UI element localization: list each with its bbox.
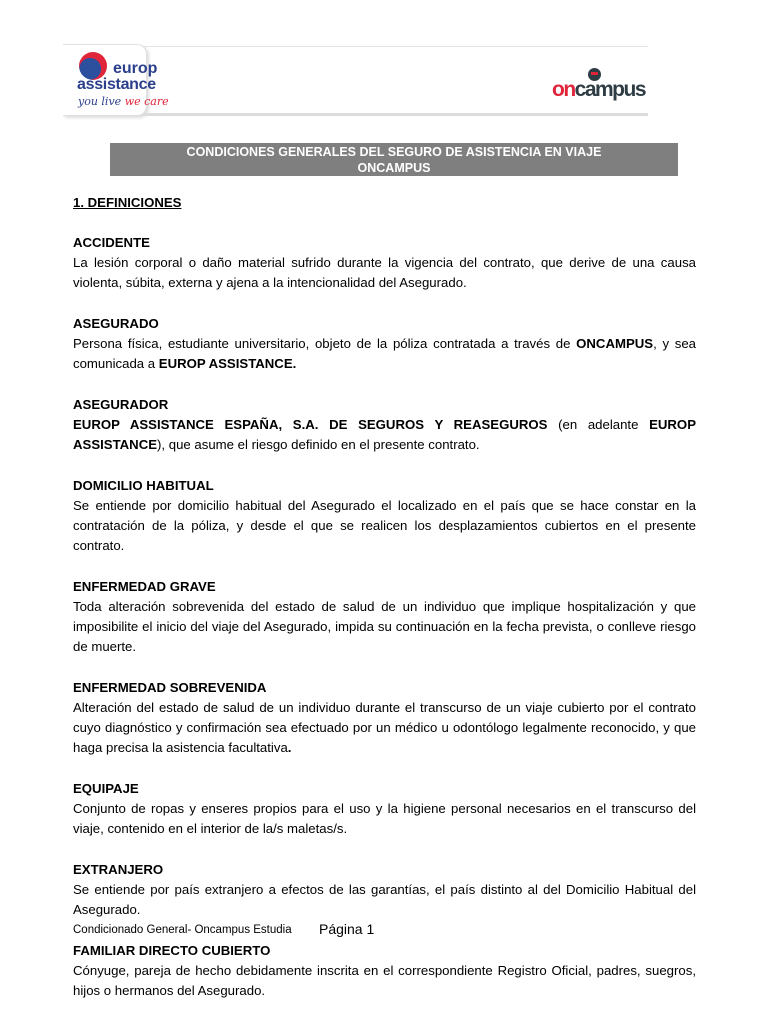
definition-term: FAMILIAR DIRECTO CUBIERTO [73,943,271,958]
text-segment: Persona física, estudiante universitario, objeto de la póliza contratada a través de [73,336,577,351]
definition-item [73,941,696,1001]
definition-text [73,961,696,1001]
logo-text-assistance: assistance [77,76,156,93]
definition-item [73,860,696,920]
text-segment: Cónyuge, pareja de hecho debidamente inscrita en el correspondiente Registro Oficial, padres, suegros, hijos o hermanos del Asegurado. [73,963,696,998]
bold-text-segment: EUROP ASSISTANCE. [158,356,297,371]
logo-tagline [78,95,169,108]
text-segment: Toda alteración sobrevenida del estado de salud de un individuo que implique hospitalización y que imposibilite el inicio del viaje del Asegurado, impida su continuación en la fecha prevista, o conlleve riesgo de muerte. [73,599,696,654]
definition-term: ENFERMEDAD GRAVE [73,579,216,594]
definition-text [73,415,696,455]
page-footer [73,921,375,937]
text-segment: (en adelante [547,417,650,432]
tagline-part-1: you live [78,95,125,108]
definition-text [73,880,696,920]
text-segment: , y sea comunicada a [73,336,696,371]
definition-term: ASEGURADOR [73,397,169,412]
text-segment: La lesión corporal o daño material sufrido durante la vigencia del contrato, que derive de una causa violenta, súbita, externa y ajena a la intencionalidad del Asegurado. [73,255,696,290]
text-segment: Se entiende por domicilio habitual del Asegurado el localizado en el país que se hace constar en la contratación de la póliza, y desde el que se realicen los desplazamientos cubiertos en el presente contrato. [73,498,696,553]
definition-item [73,779,696,839]
definition-item [73,233,696,293]
section-heading: 1. DEFINICIONES [73,195,182,210]
footer-text: Condicionado General- Oncampus Estudia [73,924,292,936]
definition-term: ASEGURADO [73,316,159,331]
definition-text [73,799,696,839]
text-segment: Se entiende por país extranjero a efectos de las garantías, el país distinto al del Domicilio Habitual del Asegurado. [73,882,696,917]
definitions-list [73,233,696,1001]
definition-item [73,577,696,657]
text-segment: Conjunto de ropas y enseres propios para el uso y la higiene personal necesarios en el transcurso del viaje, contenido en el interior de la/s maletas/s. [73,801,696,836]
page-number: Página 1 [319,921,375,937]
definition-term: EQUIPAJE [73,781,139,796]
title-line-1: CONDICIONES GENERALES DEL SEGURO DE ASISTENCIA EN VIAJE [186,145,602,159]
title-line-2: ONCAMPUS [357,161,431,175]
oncampus-logo-text [552,78,645,102]
definition-text [73,334,696,374]
bold-text-segment: ONCAMPUS [576,336,654,351]
definition-item [73,314,696,374]
document-title [110,143,678,176]
definition-item [73,476,696,556]
bold-text-segment: . [287,740,292,755]
oncampus-logo [552,68,662,108]
text-segment: ), que asume el riesgo definido en el presente contrato. [157,437,480,452]
definition-text [73,496,696,556]
logo-text-europ: europ [113,60,158,77]
text-segment: Alteración del estado de salud de un individuo durante el transcurso de un viaje cubierto por el contrato cuyo diagnóstico y confirmación sea efectuado por un médico u odontólogo legalmente reconocido, y que haga precisa la asistencia facultativa [73,700,696,755]
tagline-part-2: we care [124,95,169,108]
definition-text [73,698,696,758]
logo-campus: campus [574,78,646,101]
logo-on: on [552,78,575,101]
document-body [73,193,696,1022]
definition-text [73,597,696,657]
definition-text [73,253,696,293]
bold-text-segment: EUROP ASSISTANCE [73,417,696,452]
definition-term: DOMICILIO HABITUAL [73,478,214,493]
definition-term: EXTRANJERO [73,862,164,877]
definition-item [73,678,696,758]
definition-item [73,395,696,455]
bold-text-segment: EUROP ASSISTANCE ESPAÑA, S.A. DE SEGUROS Y REASEGUROS [73,417,548,432]
definition-term: ACCIDENTE [73,235,150,250]
definition-term: ENFERMEDAD SOBREVENIDA [73,680,267,695]
